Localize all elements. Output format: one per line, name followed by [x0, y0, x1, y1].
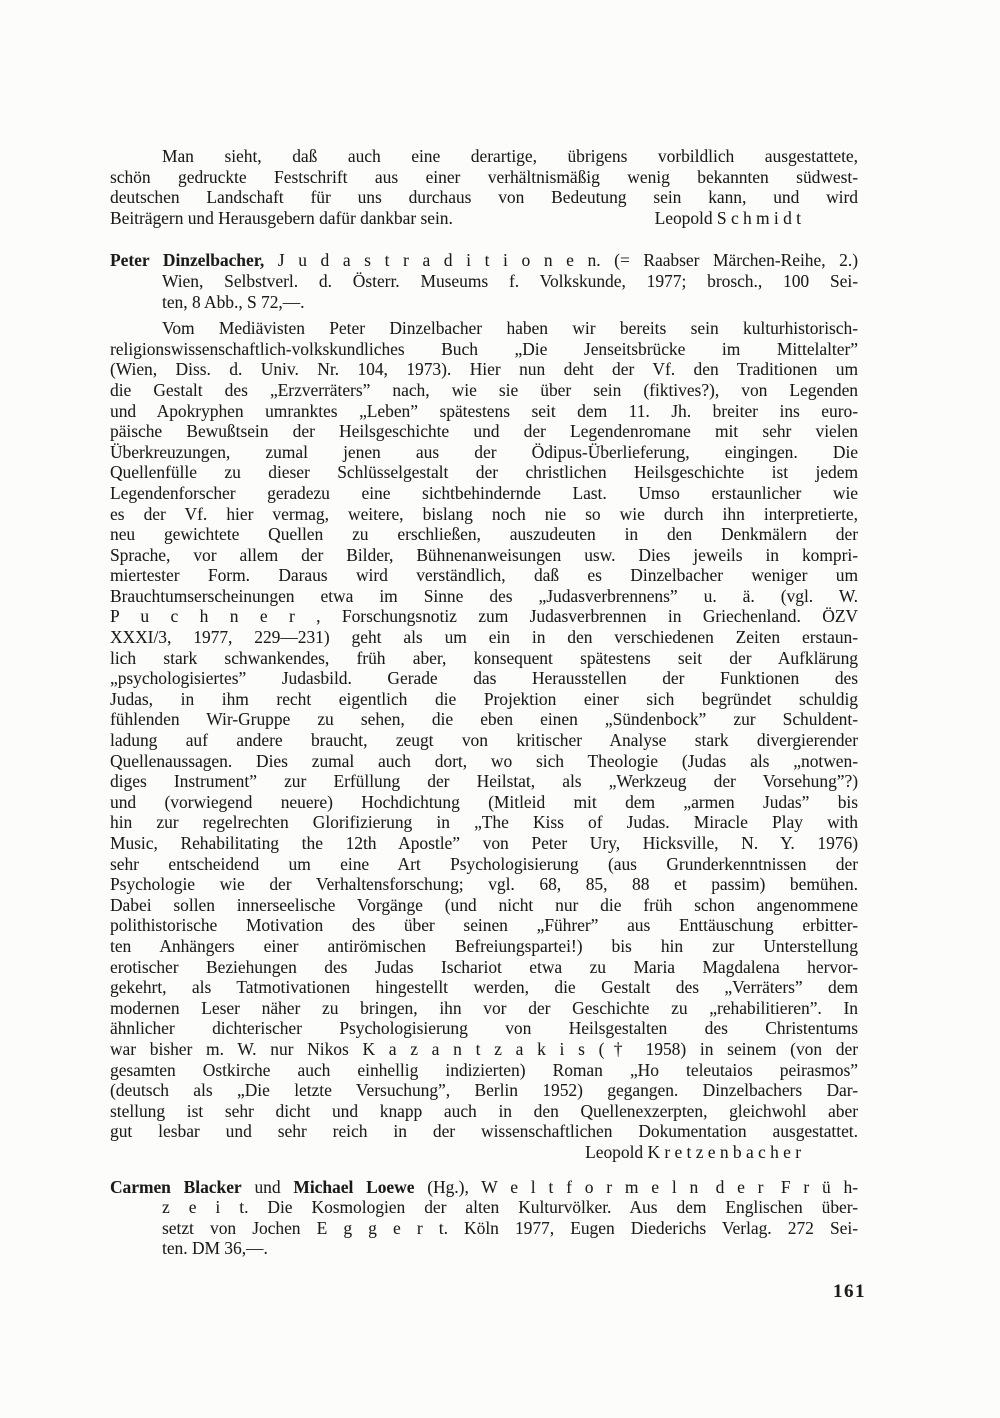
text-line: stellung ist sehr dicht und knapp auch in den Quellenexzerpten, gleichwohl aber	[110, 1100, 858, 1121]
schmidt-review-conclusion-paragraph	[110, 146, 858, 228]
text-line: Vom Mediävisten Peter Dinzelbacher haben wir bereits sein kulturhistorisch-	[162, 318, 858, 339]
text-line: ten Anhängers einer antirömischen Befreiungspartei!) bis hin zur Unterstellung	[110, 935, 858, 956]
text-line: diges Instrument” zur Erfüllung der Heilstat, als „Werkzeug der Vorsehung”?)	[110, 771, 858, 792]
text-line	[110, 1177, 858, 1198]
text-line: ähnlicher dichterischer Psychologisierung von Heilsgestalten des Christentums	[110, 1018, 858, 1039]
text-line: Psychologie wie der Verhaltensforschung; vgl. 68, 85, 88 et passim) bemühen.	[110, 874, 858, 895]
text-line: und (vorwiegend neuere) Hochdichtung (Mitleid mit dem „armen Judas” bis	[110, 791, 858, 812]
reviewer-signature: Leopold S c h m i d t	[654, 207, 801, 228]
entry-author-name: Michael Loewe	[293, 1176, 415, 1197]
text-line: Quellenfülle zu dieser Schlüsselgestalt der christlichen Heilsgeschichte ist jedem	[110, 462, 858, 483]
text-line: religionswissenschaftlich-volkskundliches Buch „Die Jenseitsbrücke im Mittelalter”	[110, 338, 858, 359]
text-line: gekehrt, als Tatmotivationen hingestellt werden, die Gestalt des „Verräters” dem	[110, 977, 858, 998]
text-line: Überkreuzungen, zumal jenen aus der Ödipus-Überlieferung, eingingen. Die	[110, 441, 858, 462]
entry-author-name: Peter Dinzelbacher,	[110, 250, 265, 271]
reviewer-signature-line: Leopold K r e t z e n b a c h e r	[585, 1141, 801, 1162]
text-line: es der Vf. hier vermag, weitere, bislang noch nie so wie durch ihn interpretierte,	[110, 503, 858, 524]
text-line: setzt von Jochen E g g e r t. Köln 1977, Eugen Diederichs Verlag. 272 Sei-	[162, 1217, 858, 1238]
text-line	[110, 250, 858, 271]
text-line: ten, 8 Abb., S 72,—.	[162, 291, 305, 312]
page-number: 161	[833, 1280, 866, 1302]
text-line: päische Bewußtsein der Heilsgeschichte und der Legendenromane mit sehr vielen	[110, 421, 858, 442]
dinzelbacher-bibliographic-entry-heading	[110, 250, 858, 312]
text-line: hin zur regelrechten Glorifizierung in „The Kiss of Judas. Miracle Play with	[110, 812, 858, 833]
text-line: XXXI/3, 1977, 229—231) geht als um ein in den verschiedenen Zeiten erstaun-	[110, 627, 858, 648]
paragraph-closing-text: Beiträgern und Herausgebern dafür dankbar sein.	[110, 207, 453, 228]
text-line: miertester Form. Daraus wird verständlich, daß es Dinzelbacher weniger um	[110, 565, 858, 586]
scanned-page-text-column	[110, 146, 866, 1303]
text-line: z e i t. Die Kosmologien der alten Kulturvölker. Aus dem Englischen über-	[162, 1197, 858, 1218]
text-line: Judas, in ihm recht eigentlich die Projektion einer sich begründet schuldig	[110, 688, 858, 709]
text-line: fühlenden Wir-Gruppe zu sehen, die eben einen „Sündenbock” zur Schuldent-	[110, 709, 858, 730]
text-line: ten. DM 36,—.	[162, 1238, 268, 1259]
text-line: ladung auf andere braucht, zeugt von kritischer Analyse stark divergierender	[110, 730, 858, 751]
text-line: sehr entscheidend um eine Art Psychologisierung (aus Grunderkenntnissen der	[110, 853, 858, 874]
text-line: „psychologisiertes” Judasbild. Gerade das Herausstellen der Funktionen des	[110, 668, 858, 689]
text-line: war bisher m. W. nur Nikos K a z a n t z a k i s († 1958) in seinem (von der	[110, 1038, 858, 1059]
text-line: und Apokryphen umranktes „Leben” spätestens seit dem 11. Jh. breiter ins euro-	[110, 400, 858, 421]
text-line: gut lesbar und sehr reich in der wissenschaftlichen Dokumentation ausgestattet.	[110, 1121, 858, 1142]
text-line: Man sieht, daß auch eine derartige, übrigens vorbildlich ausgestattete,	[162, 146, 858, 166]
text-line: Sprache, vor allem der Bilder, Bühnenanweisungen usw. Dies jeweils in kompri-	[110, 544, 858, 565]
text-line: polithistorische Motivation des über seinen „Führer” aus Enttäuschung erbitter-	[110, 915, 858, 936]
dinzelbacher-review-body	[110, 318, 858, 1162]
text-line: erotischer Beziehungen des Judas Ischariot etwa zu Maria Magdalena hervor-	[110, 956, 858, 977]
text-line: lich stark schwankendes, früh aber, konsequent spätestens seit der Aufklärung	[110, 647, 858, 668]
text-line: Brauchtumserscheinungen etwa im Sinne des „Judasverbrennens” u. ä. (vgl. W.	[110, 585, 858, 606]
text-line: die Gestalt des „Erzverräters” nach, wie sie über sein (fiktives?), von Legenden	[110, 379, 858, 400]
text-line: Wien, Selbstverl. d. Österr. Museums f. Volkskunde, 1977; brosch., 100 Sei-	[162, 270, 858, 291]
entry-text-segment: J u d a s t r a d i t i o n e n. (= Raabser Märchen-Reihe, 2.)	[264, 250, 858, 271]
text-line: neu gewichtete Quellen zu erschließen, auszudeuten in den Denkmälern der	[110, 524, 858, 545]
text-line: Legendenforscher geradezu eine sichtbehindernde Last. Umso erstaunlicher wie	[110, 482, 858, 503]
entry-text-segment: (Hg.), W e l t f o r m e l n d e r F r ü h-	[414, 1176, 858, 1197]
text-line: modernen Leser näher zu bringen, ihn vor der Geschichte zu „rehabilitieren”. In	[110, 997, 858, 1018]
blacker-loewe-bibliographic-entry-heading	[110, 1177, 858, 1259]
text-line: (deutsch als „Die letzte Versuchung”, Berlin 1952) gegangen. Dinzelbachers Dar-	[110, 1080, 858, 1101]
text-line: deutschen Landschaft für uns durchaus von Bedeutung sein kann, und wird	[110, 187, 858, 208]
reviewer-signature-line	[110, 208, 858, 229]
entry-author-name: Carmen Blacker	[110, 1176, 242, 1197]
text-line: (Wien, Diss. d. Univ. Nr. 104, 1973). Hier nun deht der Vf. den Traditionen um	[110, 359, 858, 380]
entry-text-segment: und	[241, 1176, 294, 1197]
text-line: Dabei sollen innerseelische Vorgänge (und nicht nur die früh schon angenommene	[110, 894, 858, 915]
text-line: schön gedruckte Festschrift aus einer verhältnismäßig wenig bekannten südwest-	[110, 166, 858, 187]
text-line: Music, Rehabilitating the 12th Apostle” von Peter Ury, Hicksville, N. Y. 1976)	[110, 833, 858, 853]
text-line: P u c h n e r , Forschungsnotiz zum Judasverbrennen in Griechenland. ÖZV	[110, 606, 858, 627]
text-line: Quellenaussagen. Dies zumal auch dort, wo sich Theologie (Judas als „notwen-	[110, 750, 858, 771]
text-line: gesamten Ostkirche auch einhellig indizierten) Roman „Ho teleutaios peirasmos”	[110, 1059, 858, 1080]
